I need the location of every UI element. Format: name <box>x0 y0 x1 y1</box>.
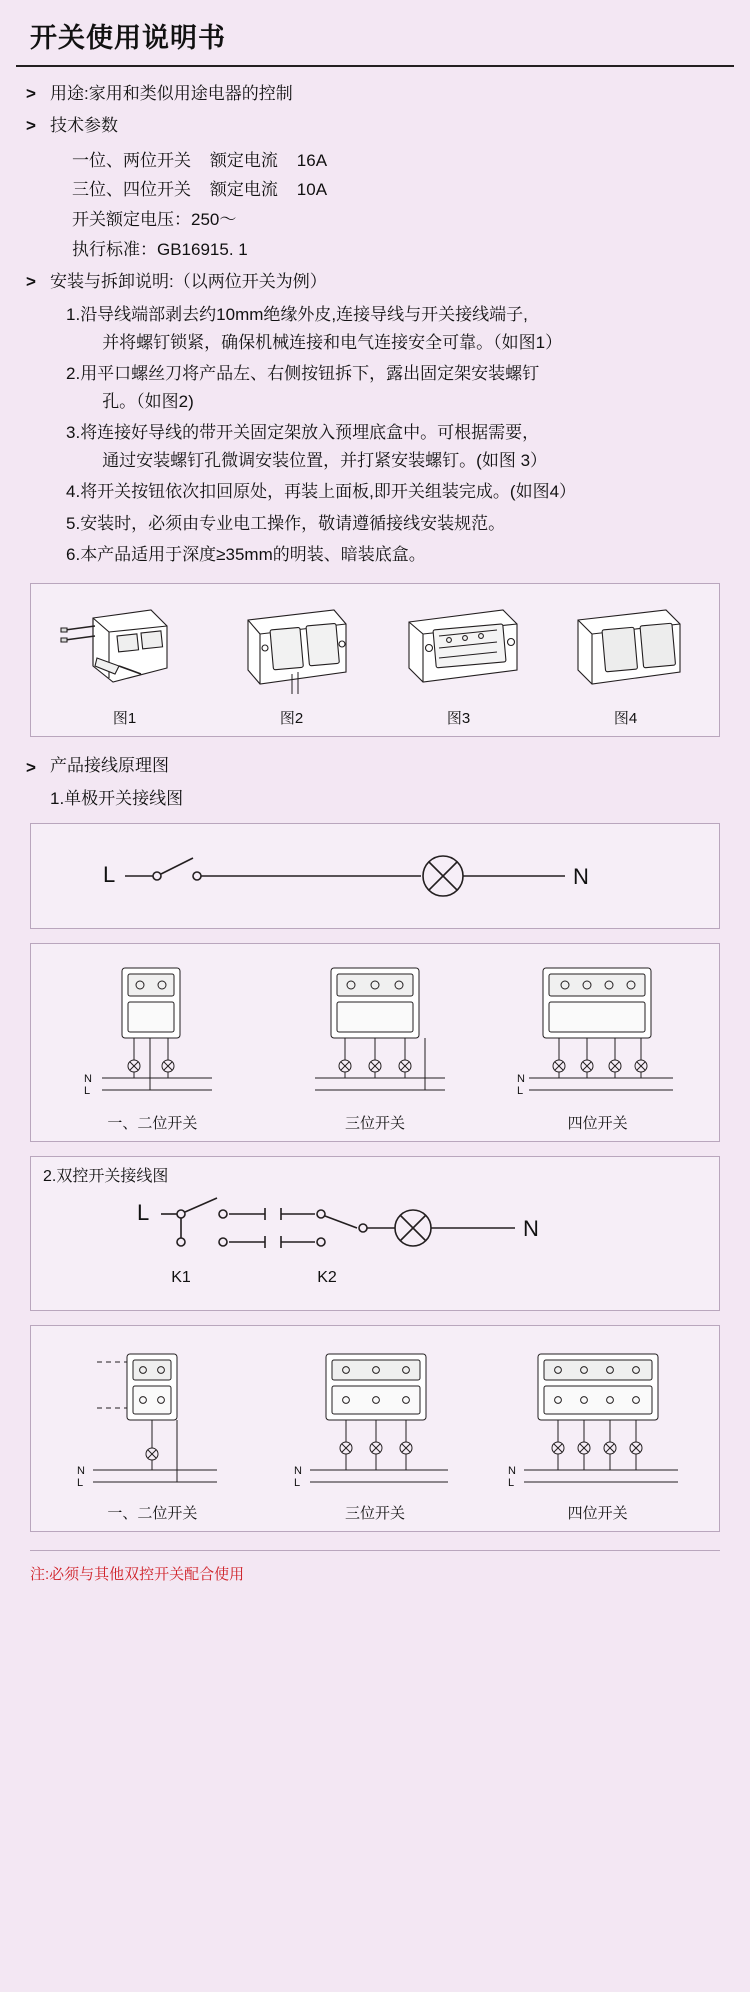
module-caption: 一、二位开关 <box>107 1115 198 1133</box>
four-gang-double-control-icon <box>498 1338 698 1498</box>
wiring-section-head <box>0 737 750 781</box>
page-title-bar <box>16 0 734 67</box>
install-step <box>66 301 724 356</box>
svg-text:N: N <box>77 1465 86 1478</box>
step-text <box>80 301 724 356</box>
module-cell-2way <box>41 956 264 1133</box>
figure-caption: 图3 <box>446 709 471 727</box>
two-gang-double-control-icon <box>57 1338 247 1498</box>
module-caption: 四位开关 <box>567 1115 628 1133</box>
install-heading: 安装与拆卸说明:（以两位开关为例） <box>50 271 327 291</box>
figure-cell-2 <box>208 596 375 728</box>
switch-bracket-diagram-icon <box>389 596 529 701</box>
two-gang-switch-wiring-icon <box>62 956 242 1106</box>
svg-text:L: L <box>77 1477 84 1490</box>
step-line: 安装时，必须由专业电工操作，敬请遵循接线安装规范。 <box>80 513 506 533</box>
note-text: 注:必须与其他双控开关配合使用 <box>30 1566 245 1584</box>
svg-text:L: L <box>137 1200 150 1226</box>
spec-line: 开关额定电压：250～ <box>72 210 237 230</box>
svg-text:N: N <box>573 864 589 890</box>
bullet-marker-icon: > <box>26 757 36 777</box>
spec-line: 执行标准：GB16915. 1 <box>72 239 248 259</box>
wiring-sub-heading-2: 2.双控开关接线图 <box>43 1168 169 1186</box>
wiring-sub-heading-1: 1.单极开关接线图 <box>50 789 184 809</box>
spec-line: 一位、两位开关 额定电流 16A <box>72 150 328 170</box>
dc-caption: 一、二位开关 <box>107 1505 198 1523</box>
finished-switch-panel-icon <box>556 596 696 701</box>
step-text <box>80 419 724 474</box>
double-control-diagram-panel <box>30 1156 720 1311</box>
footer-note <box>30 1550 720 1584</box>
step-number: 3. <box>66 423 81 443</box>
svg-text:L: L <box>84 1085 91 1098</box>
bullet-marker-icon: > <box>26 84 36 103</box>
single-pole-schematic <box>41 840 709 912</box>
single-pole-diagram-panel <box>30 823 720 929</box>
svg-text:N: N <box>516 1073 525 1086</box>
step-number: 5. <box>66 513 81 533</box>
dc-caption: 三位开关 <box>345 1505 406 1523</box>
intro-content <box>0 67 750 569</box>
page-title: 开关使用说明书 <box>30 23 226 53</box>
svg-text:L: L <box>507 1477 514 1490</box>
step-number: 4. <box>66 482 81 502</box>
step-line-cont: 通过安装螺钉孔微调安装位置，并打紧安装螺钉。(如图 3） <box>102 450 548 470</box>
step-line-cont: 并将螺钉锁紧，确保机械连接和电气连接安全可靠。（如图1） <box>102 332 563 352</box>
svg-text:K1: K1 <box>171 1269 191 1287</box>
install-figure-row <box>41 596 709 728</box>
double-control-captions <box>41 1502 709 1523</box>
module-cell-4way <box>486 956 709 1133</box>
switch-modules-panel <box>30 943 720 1142</box>
step-number: 6. <box>66 545 81 565</box>
double-control-modules-panel <box>30 1325 720 1532</box>
switch-modules-row <box>41 956 709 1133</box>
four-gang-switch-wiring-icon <box>503 956 693 1106</box>
switch-frame-diagram-icon <box>222 596 362 701</box>
double-control-schematic <box>41 1190 709 1300</box>
svg-text:N: N <box>523 1216 539 1242</box>
dc-module-cell-2way <box>41 1338 264 1498</box>
svg-text:K2: K2 <box>317 1269 337 1287</box>
svg-text:N: N <box>507 1465 516 1478</box>
install-step <box>66 541 724 569</box>
svg-text:L: L <box>103 862 116 888</box>
figure-cell-4 <box>542 596 709 728</box>
svg-text:L: L <box>294 1477 301 1490</box>
install-bullet <box>26 269 724 295</box>
specs-lines <box>72 146 724 265</box>
step-text <box>80 510 724 538</box>
bullet-marker-icon: > <box>26 271 36 291</box>
three-gang-double-control-icon <box>280 1338 470 1498</box>
install-step <box>66 478 724 506</box>
figure-cell-1 <box>41 596 208 728</box>
figure-caption: 图1 <box>112 709 137 727</box>
svg-text:N: N <box>84 1073 93 1086</box>
switch-wiring-diagram-icon <box>55 596 195 701</box>
double-control-modules-row <box>41 1338 709 1498</box>
step-line: 沿导线端部剥去约10mm绝缘外皮,连接导线与开关接线端子, <box>80 305 528 325</box>
usage-bullet <box>26 81 724 107</box>
step-text <box>80 360 724 415</box>
install-step <box>66 360 724 415</box>
svg-text:L: L <box>516 1085 523 1098</box>
svg-text:N: N <box>294 1465 302 1478</box>
dc-module-cell-4way <box>486 1338 709 1498</box>
step-text <box>80 541 724 569</box>
install-steps <box>66 301 724 569</box>
figure-caption: 图4 <box>613 709 638 727</box>
step-line-cont: 孔。（如图2) <box>102 391 194 411</box>
wiring-heading: 产品接线原理图 <box>50 755 169 775</box>
specs-bullet <box>26 113 724 139</box>
specs-heading: 技术参数 <box>50 116 118 136</box>
step-number: 1. <box>66 305 81 325</box>
figure-caption: 图2 <box>279 709 304 727</box>
figure-cell-3 <box>375 596 542 728</box>
usage-text: 用途:家用和类似用途电器的控制 <box>50 84 293 103</box>
dc-module-cell-3way <box>264 1338 487 1498</box>
install-step <box>66 510 724 538</box>
step-text <box>80 478 724 506</box>
spec-line: 三位、四位开关 额定电流 10A <box>72 180 328 200</box>
step-line: 将开关按钮依次扣回原处，再装上面板,即开关组装完成。(如图4） <box>80 482 577 502</box>
step-line: 本产品适用于深度≥35mm的明装、暗装底盒。 <box>80 545 426 565</box>
module-cell-3way <box>264 956 487 1133</box>
dc-caption: 四位开关 <box>567 1505 628 1523</box>
step-number: 2. <box>66 364 81 384</box>
step-line: 用平口螺丝刀将产品左、右侧按钮拆下，露出固定架安装螺钉 <box>80 364 540 384</box>
bullet-marker-icon: > <box>26 116 36 136</box>
install-step <box>66 419 724 474</box>
install-figures-panel <box>30 583 720 737</box>
three-gang-switch-wiring-icon <box>285 956 465 1106</box>
step-line: 将连接好导线的带开关固定架放入预埋底盒中。可根据需要， <box>80 423 540 443</box>
module-caption: 三位开关 <box>345 1115 406 1133</box>
